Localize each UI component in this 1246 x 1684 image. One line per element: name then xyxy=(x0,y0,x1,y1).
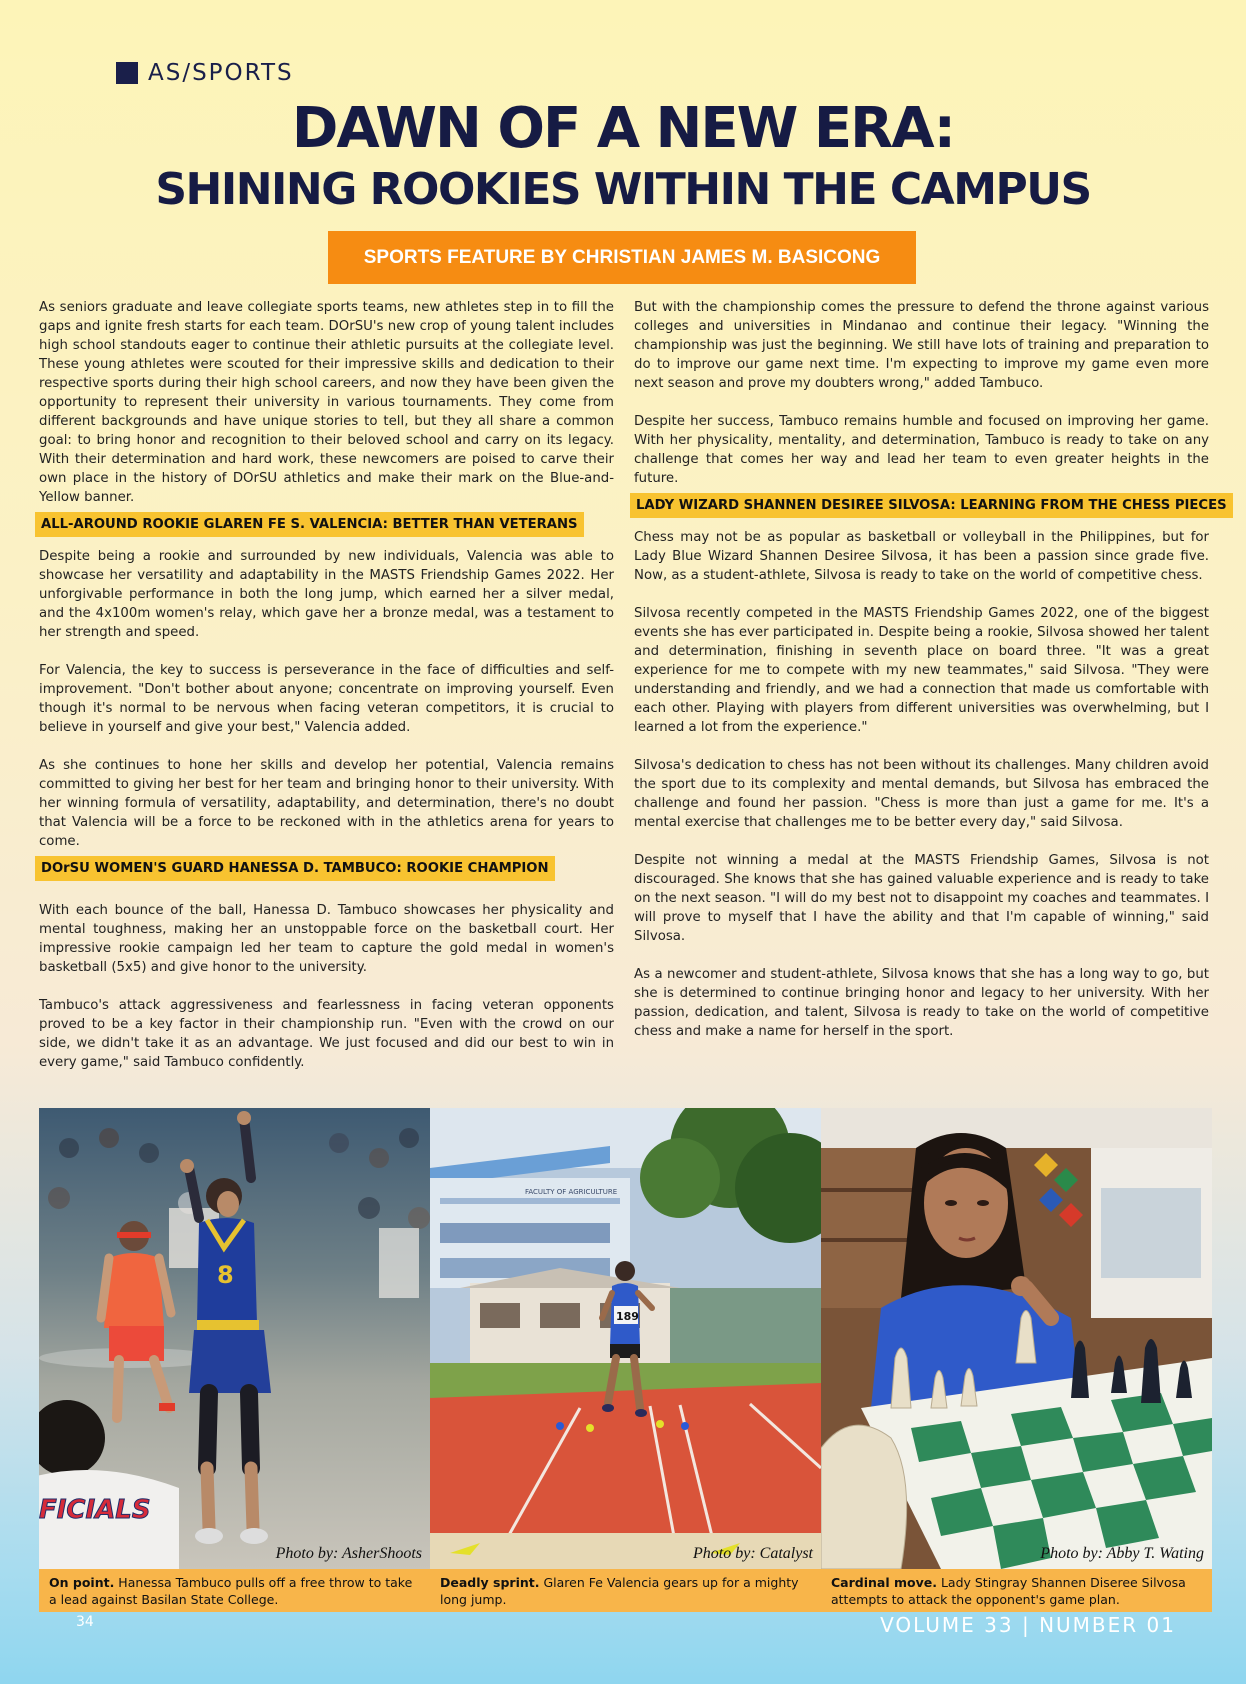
photo-longjump xyxy=(430,1108,821,1612)
left-column xyxy=(39,298,614,1072)
caption-1-text: Hanessa Tambuco pulls off a free throw to take a lead against Basilan State College. xyxy=(49,1575,413,1607)
caption-1-lead: On point. xyxy=(49,1575,115,1590)
headline-line-2: SHINING ROOKIES WITHIN THE CAMPUS xyxy=(155,164,1091,215)
svg-text:FACULTY OF AGRICULTURE: FACULTY OF AGRICULTURE xyxy=(525,1188,618,1196)
tambuco-paragraph-3: But with the championship comes the pressure to defend the throne against various colleges and universities in Mindanao and continue their legacy. "Winning the championship was just the beginning. We still have lots of training and preparation to do to improve our game next time. I'm expecting to improve my game even more next season and prove my doubters wrong," added Tambuco. xyxy=(634,300,1209,391)
tambuco-paragraph-1: With each bounce of the ball, Hanessa D. Tambuco showcases her physicality and mental toughness, making her an unstoppable force on the basketball court. Her impressive rookie campaign led her team to capture the gold medal in women's basketball (5x5) and give honor to the university. xyxy=(39,903,614,975)
section-square-icon xyxy=(116,62,138,84)
subheading-tambuco: DOrSU WOMEN'S GUARD HANESSA D. TAMBUCO: ROOKIE CHAMPION xyxy=(35,856,555,881)
runner-bib: 189 xyxy=(616,1310,639,1323)
caption-3-text: Lady Stingray Shannen Diseree Silvosa attempts to attack the opponent's game plan. xyxy=(831,1575,1186,1607)
longjump-image xyxy=(430,1108,821,1569)
photo-basketball xyxy=(39,1108,430,1612)
photo-chess xyxy=(821,1108,1212,1612)
valencia-paragraph-2: For Valencia, the key to success is perseverance in the face of difficulties and self-improvement. "Don't bother about anyone; concentrate on improving yourself. Even though it's normal to be nervous when facing veteran competitors, it is crucial to believe in yourself and give your best," Valencia added. xyxy=(39,663,614,735)
silvosa-paragraph-5: As a newcomer and student-athlete, Silvosa knows that she has a long way to go, but she is determined to continue bringing honor and legacy to her university. With her passion, dedication, and talent, Silvosa is ready to take on the world of competitive chess and make a name for herself in the sport. xyxy=(634,967,1209,1039)
official-shirt-text: FICIALS xyxy=(39,1495,151,1525)
valencia-paragraph-3: As she continues to hone her skills and develop her potential, Valencia remains committed to giving her best for her team and bringing honor to their university. With her winning formula of versatility, adaptability, and determination, there's no doubt that Valencia will be a force to be reckoned with in the athletics arena for years to come. xyxy=(39,758,614,849)
jersey-number: 8 xyxy=(217,1261,234,1289)
section-label: AS/SPORTS xyxy=(148,60,294,86)
section-tag xyxy=(116,60,294,86)
right-column xyxy=(634,298,1227,1041)
photo-credit-1: Photo by: AsherShoots xyxy=(275,1545,422,1562)
silvosa-paragraph-2: Silvosa recently competed in the MASTS Friendship Games 2022, one of the biggest events she has ever participated in. Despite being a rookie, Silvosa showed her talent and determination, finishing in seventh place on board three. "It was a great experience for me to compete with my new teammates," said Silvosa. "They were understanding and friendly, and we had a connection that made us comfortable with each other. Playing with players from different universities was overwhelming, but I learned a lot from the experience." xyxy=(634,606,1209,735)
caption-2-text: Glaren Fe Valencia gears up for a mighty long jump. xyxy=(440,1575,799,1607)
page-number: 34 xyxy=(76,1614,94,1630)
silvosa-paragraph-3: Silvosa's dedication to chess has not been without its challenges. Many children avoid the sport due to its complexity and mental demands, but Silvosa has embraced the challenge and found her passion. "Chess is more than just a game for me. It's a mental exercise that challenges me to be better every day," said Silvosa. xyxy=(634,758,1209,830)
byline-banner xyxy=(328,231,916,284)
subheading-valencia: ALL-AROUND ROOKIE GLAREN FE S. VALENCIA: BETTER THAN VETERANS xyxy=(35,512,584,537)
basketball-image xyxy=(39,1108,430,1569)
tambuco-paragraph-2: Tambuco's attack aggressiveness and fearlessness in facing veteran opponents proved to be a key factor in their championship run. "Even with the crowd on our side, we didn't take it as an advantage. We just focused and did our best to win in every game," said Tambuco confidently. xyxy=(39,998,614,1070)
caption-3-lead: Cardinal move. xyxy=(831,1575,937,1590)
chess-image xyxy=(821,1108,1212,1569)
valencia-paragraph-1: Despite being a rookie and surrounded by new individuals, Valencia was able to showcase her versatility and adaptability in the MASTS Friendship Games 2022. Her unforgivable performance in both the long jump, which earned her a silver medal, and the 4x100m women's relay, which gave her a bronze medal, was a testament to her strength and speed. xyxy=(39,549,614,640)
photo-credit-2: Photo by: Catalyst xyxy=(693,1545,813,1562)
silvosa-paragraph-4: Despite not winning a medal at the MASTS Friendship Games, Silvosa is not discouraged. She knows that she has gained valuable experience and is ready to take on the next season. "I will do my best not to disappoint my coaches and teammates. I will prove to myself that I have the ability and that I'm capable of winning," said Silvosa. xyxy=(634,853,1209,944)
volume-label: VOLUME 33 | NUMBER 01 xyxy=(880,1613,1176,1637)
caption-2-lead: Deadly sprint. xyxy=(440,1575,540,1590)
byline-text: SPORTS FEATURE BY CHRISTIAN JAMES M. BASICONG xyxy=(363,246,881,268)
silvosa-paragraph-1: Chess may not be as popular as basketball or volleyball in the Philippines, but for Lady Blue Wizard Shannen Desiree Silvosa, it has been a passion since grade five. Now, as a student-athlete, Silvosa is ready to take on the world of competitive chess. xyxy=(634,530,1209,583)
headline-line-1: DAWN OF A NEW ERA: xyxy=(291,96,955,161)
photo-strip xyxy=(39,1108,1212,1612)
caption-2 xyxy=(430,1569,821,1612)
caption-1 xyxy=(39,1569,430,1612)
intro-paragraph: As seniors graduate and leave collegiate sports teams, new athletes step in to fill the gaps and ignite fresh starts for each team. DOrSU's new crop of young talent includes high school standouts eager to continue their athletic pursuits at the collegiate level. These young athletes were scouted for their impressive skills and dedication to their respective sports during their high school careers, and now they have been given the opportunity to represent their university in various tournaments. They come from different backgrounds and have unique stories to tell, but they all share a common goal: to bring honor and recognition to their beloved school and carry on its legacy. With their determination and hard work, these newcomers are poised to carve their own place in the history of DOrSU athletics and make their mark on the Blue-and-Yellow banner. xyxy=(39,300,614,505)
tambuco-paragraph-4: Despite her success, Tambuco remains humble and focused on improving her game. With her physicality, mentality, and determination, Tambuco is ready to take on any challenge that comes her way and lead her team to even greater heights in the future. xyxy=(634,414,1209,486)
photo-credit-3: Photo by: Abby T. Wating xyxy=(1040,1545,1204,1562)
subheading-silvosa: LADY WIZARD SHANNEN DESIREE SILVOSA: LEARNING FROM THE CHESS PIECES xyxy=(630,493,1233,518)
caption-3 xyxy=(821,1569,1212,1612)
